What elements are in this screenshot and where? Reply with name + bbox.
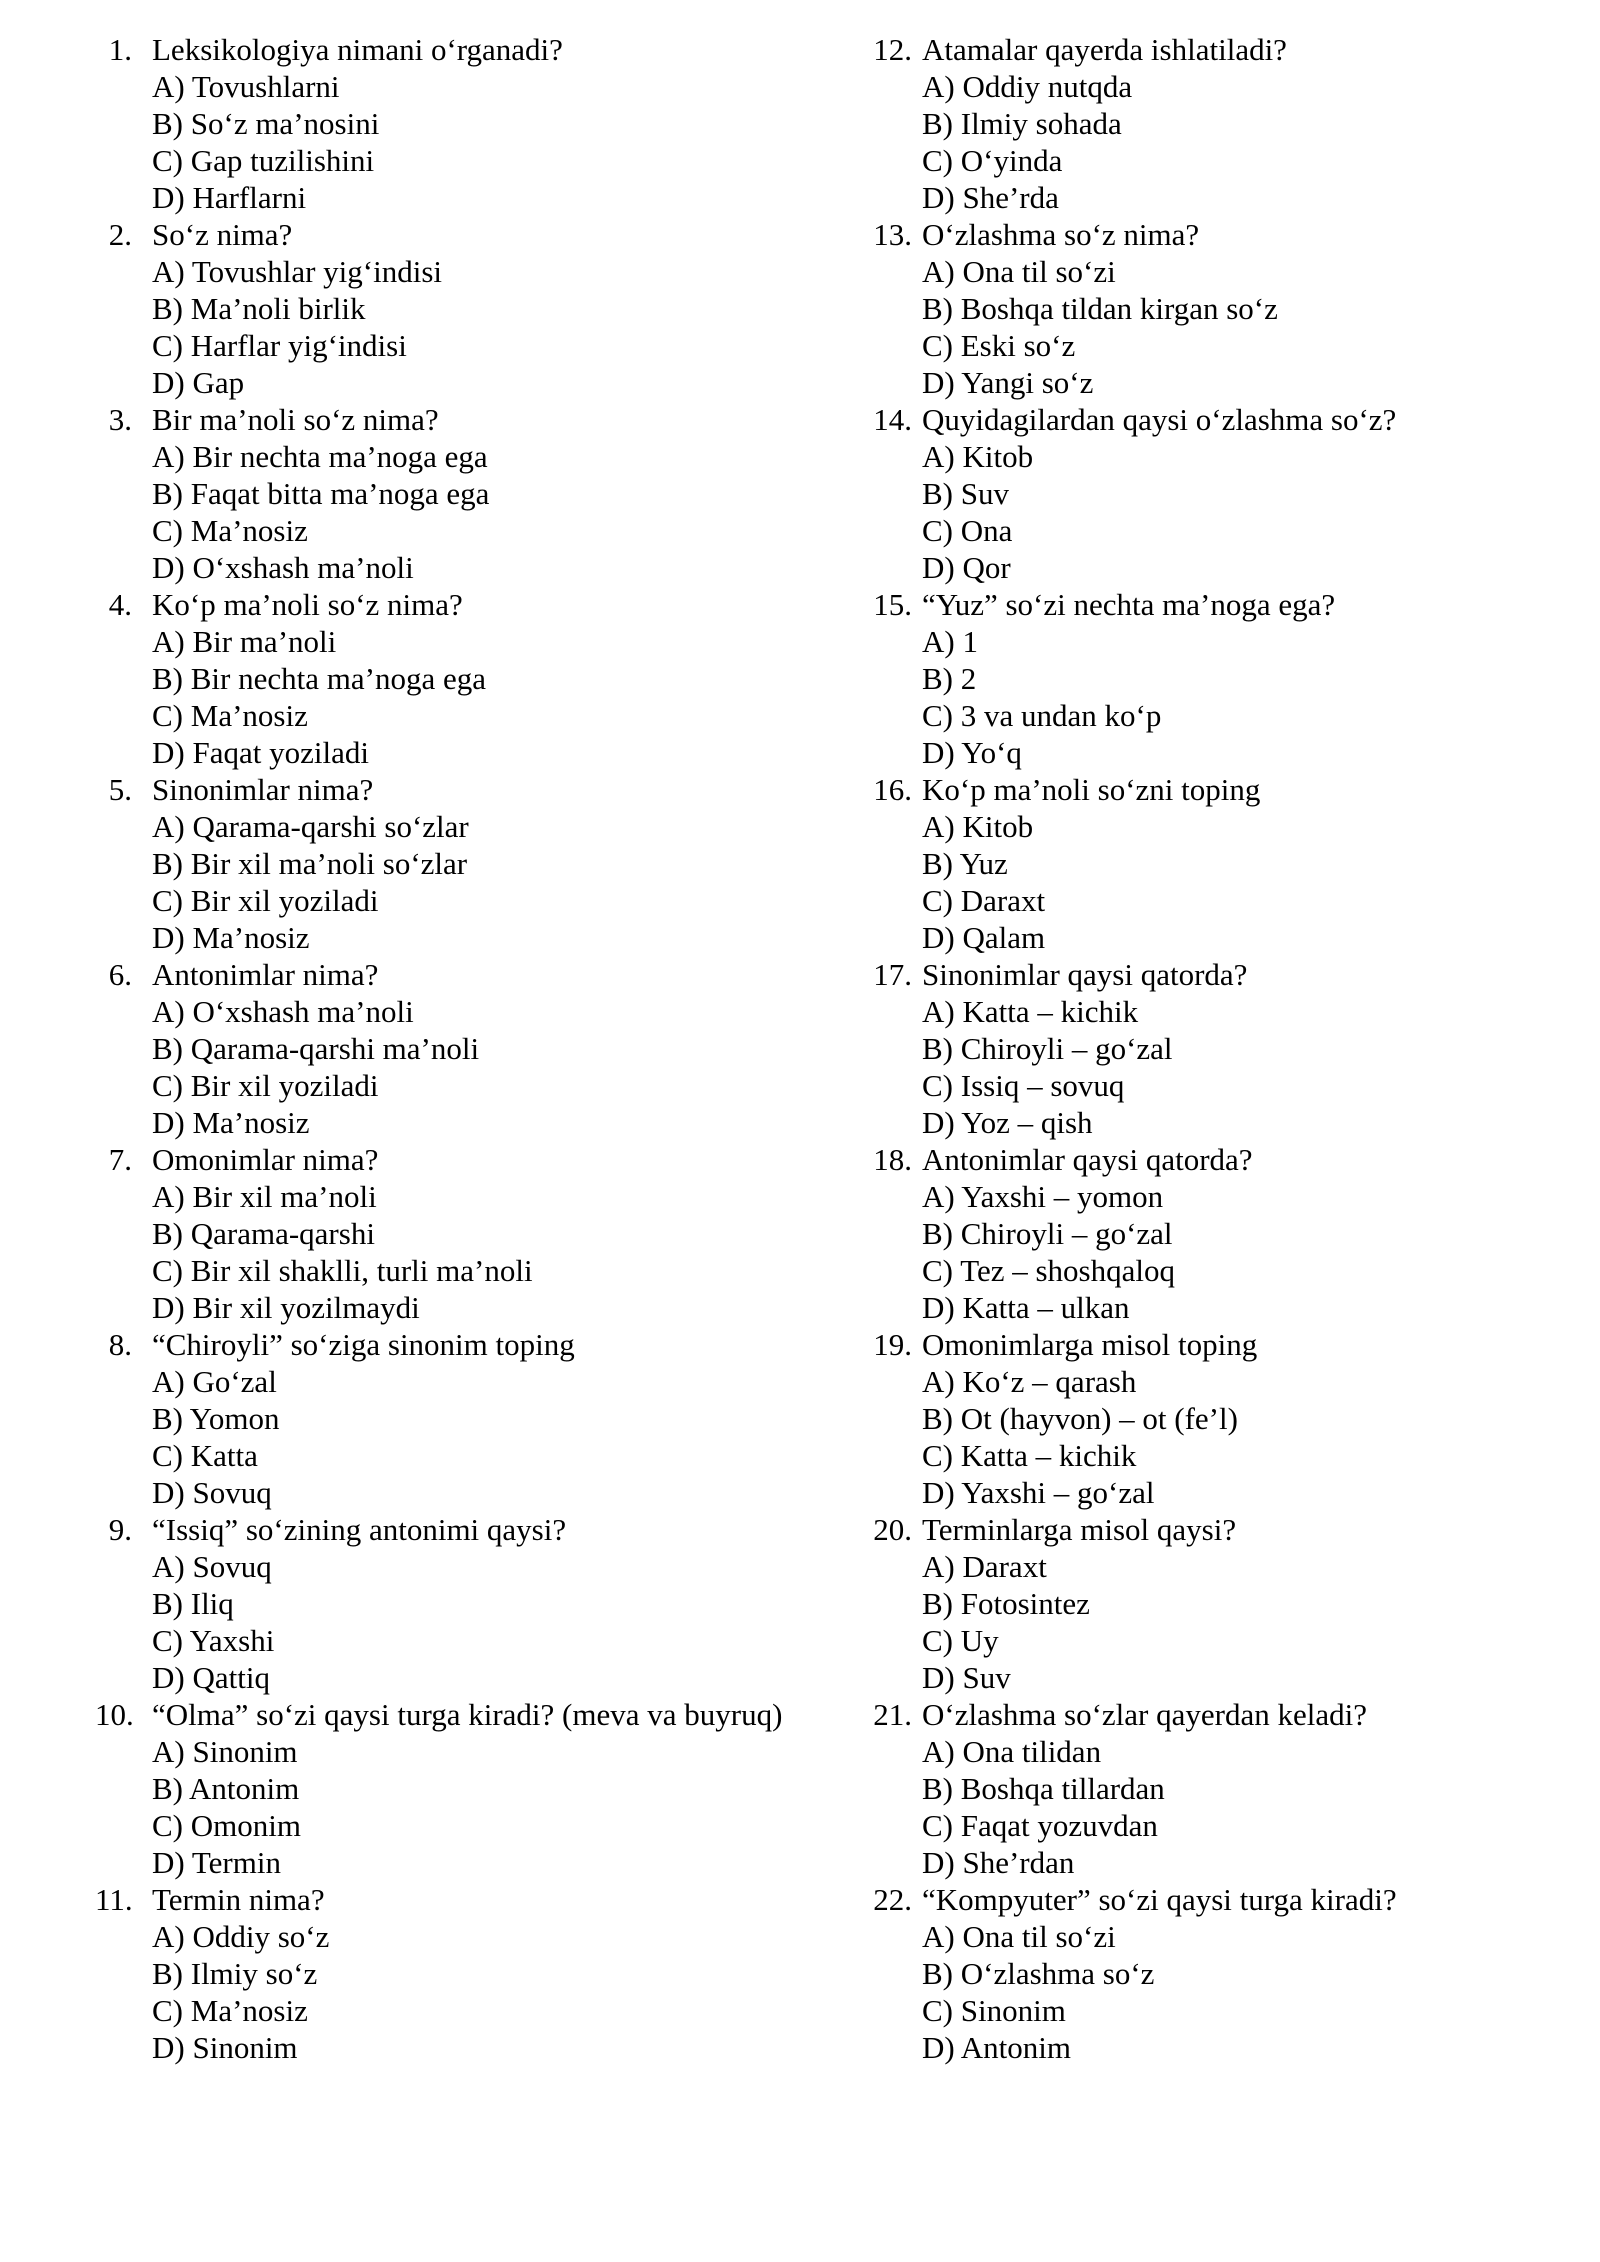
question-body [152,1141,533,1326]
question-number: 11. [95,1882,133,1917]
question-text: O‘zlashma so‘zlar qayerdan keladi? [922,1697,1367,1732]
answer-option: C) Gap tuzilishini [152,143,375,178]
answer-option: A) Yaxshi – yomon [922,1179,1164,1214]
answer-option: C) Omonim [152,1808,301,1843]
question-text: “Kompyuter” so‘zi qaysi turga kiradi? [922,1882,1397,1917]
question-number: 2. [108,217,132,252]
answer-option: B) Yomon [152,1401,280,1436]
answer-option: B) So‘z ma’nosini [152,106,380,141]
answer-option: D) Katta – ulkan [922,1290,1130,1325]
answer-option: B) Bir xil ma’noli so‘zlar [152,846,468,881]
question-item [800,401,1397,586]
answer-option: D) Ma’nosiz [152,920,310,955]
question-body [152,401,489,586]
question-text: O‘zlashma so‘z nima? [922,217,1200,252]
answer-option: B) Yuz [922,846,1008,881]
answer-option: A) Ko‘z – qarash [922,1364,1137,1399]
question-number: 9. [108,1512,132,1547]
answer-option: B) Faqat bitta ma’noga ega [152,476,490,511]
question-body [152,1511,566,1696]
answer-option: A) Oddiy nutqda [922,69,1133,104]
question-number: 19. [873,1327,912,1362]
answer-option: C) Ma’nosiz [152,513,308,548]
question-text: Antonimlar nima? [152,957,379,992]
question-number: 8. [108,1327,132,1362]
question-text: Ko‘p ma’noli so‘zni toping [922,772,1261,807]
question-number: 7. [108,1142,132,1177]
answer-option: B) O‘zlashma so‘z [922,1956,1155,1991]
answer-option: B) Antonim [152,1771,300,1806]
question-item [800,1326,1397,1511]
question-number: 13. [873,217,912,252]
question-body [922,401,1396,586]
answer-option: A) Bir nechta ma’noga ega [152,439,488,474]
answer-option: C) Katta [152,1438,258,1473]
question-number: 20. [873,1512,912,1547]
answer-option: A) Oddiy so‘z [152,1919,330,1954]
question-body [152,1881,329,2066]
question-item [95,1326,782,1511]
question-body [922,771,1260,956]
question-number: 1. [108,32,132,67]
answer-option: A) Bir ma’noli [152,624,337,659]
question-body [922,31,1287,216]
answer-option: D) Yo‘q [922,735,1022,770]
question-body [922,1141,1253,1326]
answer-option: C) Eski so‘z [922,328,1076,363]
answer-option: A) O‘xshash ma’noli [152,994,414,1029]
question-number: 10. [95,1697,134,1732]
question-item [95,586,782,771]
question-text: “Chiroyli” so‘ziga sinonim toping [152,1327,575,1362]
question-number: 15. [873,587,912,622]
answer-option: B) 2 [922,661,977,696]
answer-option: D) Suv [922,1660,1011,1695]
question-number: 16. [873,772,912,807]
answer-option: A) Bir xil ma’noli [152,1179,377,1214]
question-body [152,31,563,216]
answer-option: C) Daraxt [922,883,1046,918]
answer-option: A) Go‘zal [152,1364,277,1399]
question-item [800,216,1397,401]
question-item [800,31,1397,216]
question-body [922,956,1247,1141]
answer-option: A) Sinonim [152,1734,298,1769]
answer-option: A) Qarama-qarshi so‘zlar [152,809,469,844]
question-text: Antonimlar qaysi qatorda? [922,1142,1253,1177]
answer-option: D) Sinonim [152,2030,298,2065]
answer-option: D) Gap [152,365,245,400]
answer-option: C) Uy [922,1623,999,1658]
answer-option: A) Tovushlarni [152,69,340,104]
question-number: 5. [108,772,132,807]
question-text: Leksikologiya nimani o‘rganadi? [152,32,563,67]
answer-option: A) Sovuq [152,1549,272,1584]
answer-option: C) Ma’nosiz [152,1993,308,2028]
question-item [800,586,1397,771]
question-item [800,1696,1397,1881]
question-text: Sinonimlar nima? [152,772,374,807]
question-text: “Issiq” so‘zining antonimi qaysi? [152,1512,567,1547]
question-body [922,1881,1397,2066]
question-item [95,401,782,586]
answer-option: D) Qalam [922,920,1046,955]
question-item [95,216,782,401]
question-item [95,956,782,1141]
answer-option: B) Ot (hayvon) – ot (fe’l) [922,1401,1238,1436]
answer-option: B) Chiroyli – go‘zal [922,1031,1173,1066]
answer-option: C) Bir xil shaklli, turli ma’noli [152,1253,533,1288]
answer-option: A) Katta – kichik [922,994,1139,1029]
answer-option: B) Qarama-qarshi [152,1216,375,1251]
question-item [95,31,782,216]
answer-option: D) O‘xshash ma’noli [152,550,414,585]
answer-option: C) Tez – shoshqaloq [922,1253,1175,1288]
question-item [95,1511,782,1696]
question-item [800,771,1397,956]
answer-option: B) Ma’noli birlik [152,291,366,326]
question-text: Terminlarga misol qaysi? [922,1512,1237,1547]
answer-option: C) O‘yinda [922,143,1063,178]
answer-option: B) Ilmiy so‘z [152,1956,318,1991]
question-item [800,1511,1397,1696]
question-number: 22. [873,1882,912,1917]
answer-option: D) Yaxshi – go‘zal [922,1475,1155,1510]
right-column [800,31,1397,2066]
answer-option: A) Kitob [922,439,1034,474]
question-item [95,771,782,956]
question-text: Bir ma’noli so‘z nima? [152,402,439,437]
answer-option: C) Ona [922,513,1013,548]
answer-option: B) Suv [922,476,1009,511]
question-body [922,586,1335,771]
answer-option: D) Antonim [922,2030,1071,2065]
answer-option: D) She’rdan [922,1845,1075,1880]
question-text: Atamalar qayerda ishlatiladi? [922,32,1287,67]
question-number: 12. [873,32,912,67]
left-column [95,31,782,2066]
answer-option: D) She’rda [922,180,1059,215]
answer-option: D) Bir xil yozilmaydi [152,1290,420,1325]
question-body [922,1511,1236,1696]
question-body [152,1696,782,1881]
question-number: 14. [873,402,912,437]
answer-option: B) Bir nechta ma’noga ega [152,661,486,696]
question-body [922,216,1278,401]
question-item [95,1881,782,2066]
question-item [800,1141,1397,1326]
answer-option: A) Tovushlar yig‘indisi [152,254,443,289]
answer-option: B) Iliq [152,1586,234,1621]
answer-option: B) Ilmiy sohada [922,106,1122,141]
question-body [152,771,469,956]
answer-option: C) Sinonim [922,1993,1066,2028]
answer-option: B) Chiroyli – go‘zal [922,1216,1173,1251]
question-number: 4. [108,587,132,622]
answer-option: D) Ma’nosiz [152,1105,310,1140]
question-text: Ko‘p ma’noli so‘z nima? [152,587,463,622]
question-text: Termin nima? [152,1882,325,1917]
answer-option: C) Harflar yig‘indisi [152,328,407,363]
answer-option: A) Kitob [922,809,1034,844]
answer-option: A) Ona til so‘zi [922,254,1116,289]
question-body [152,216,442,401]
answer-option: B) Boshqa tillardan [922,1771,1165,1806]
answer-option: C) Bir xil yoziladi [152,883,379,918]
question-text: “Yuz” so‘zi nechta ma’noga ega? [922,587,1336,622]
question-text: So‘z nima? [152,217,293,252]
question-body [922,1326,1257,1511]
answer-option: B) Qarama-qarshi ma’noli [152,1031,480,1066]
question-number: 17. [873,957,912,992]
question-item [800,956,1397,1141]
answer-option: D) Qattiq [152,1660,270,1695]
question-text: Quyidagilardan qaysi o‘zlashma so‘z? [922,402,1397,437]
answer-option: D) Qor [922,550,1011,585]
answer-option: D) Yoz – qish [922,1105,1093,1140]
question-text: Omonimlarga misol toping [922,1327,1258,1362]
question-number: 21. [873,1697,912,1732]
answer-option: C) Ma’nosiz [152,698,308,733]
answer-option: D) Sovuq [152,1475,272,1510]
answer-option: C) Bir xil yoziladi [152,1068,379,1103]
question-number: 18. [873,1142,912,1177]
answer-option: A) Ona tilidan [922,1734,1102,1769]
answer-option: D) Harflarni [152,180,307,215]
answer-option: D) Yangi so‘z [922,365,1094,400]
answer-option: D) Faqat yoziladi [152,735,369,770]
answer-option: C) Yaxshi [152,1623,275,1658]
answer-option: B) Boshqa tildan kirgan so‘z [922,291,1278,326]
question-item [95,1696,782,1881]
answer-option: D) Termin [152,1845,281,1880]
answer-option: B) Fotosintez [922,1586,1090,1621]
question-body [152,1326,575,1511]
question-body [922,1696,1367,1881]
question-body [152,956,479,1141]
question-text: “Olma” so‘zi qaysi turga kiradi? (meva va buyruq) [152,1697,783,1732]
question-text: Sinonimlar qaysi qatorda? [922,957,1248,992]
answer-option: C) 3 va undan ko‘p [922,698,1162,733]
question-item [800,1881,1397,2066]
question-number: 6. [108,957,132,992]
answer-option: C) Katta – kichik [922,1438,1137,1473]
question-body [152,586,486,771]
question-item [95,1141,782,1326]
answer-option: A) Ona til so‘zi [922,1919,1116,1954]
answer-option: A) Daraxt [922,1549,1047,1584]
question-text: Omonimlar nima? [152,1142,379,1177]
question-number: 3. [108,402,132,437]
answer-option: C) Faqat yozuvdan [922,1808,1158,1843]
answer-option: C) Issiq – sovuq [922,1068,1125,1103]
answer-option: A) 1 [922,624,978,659]
